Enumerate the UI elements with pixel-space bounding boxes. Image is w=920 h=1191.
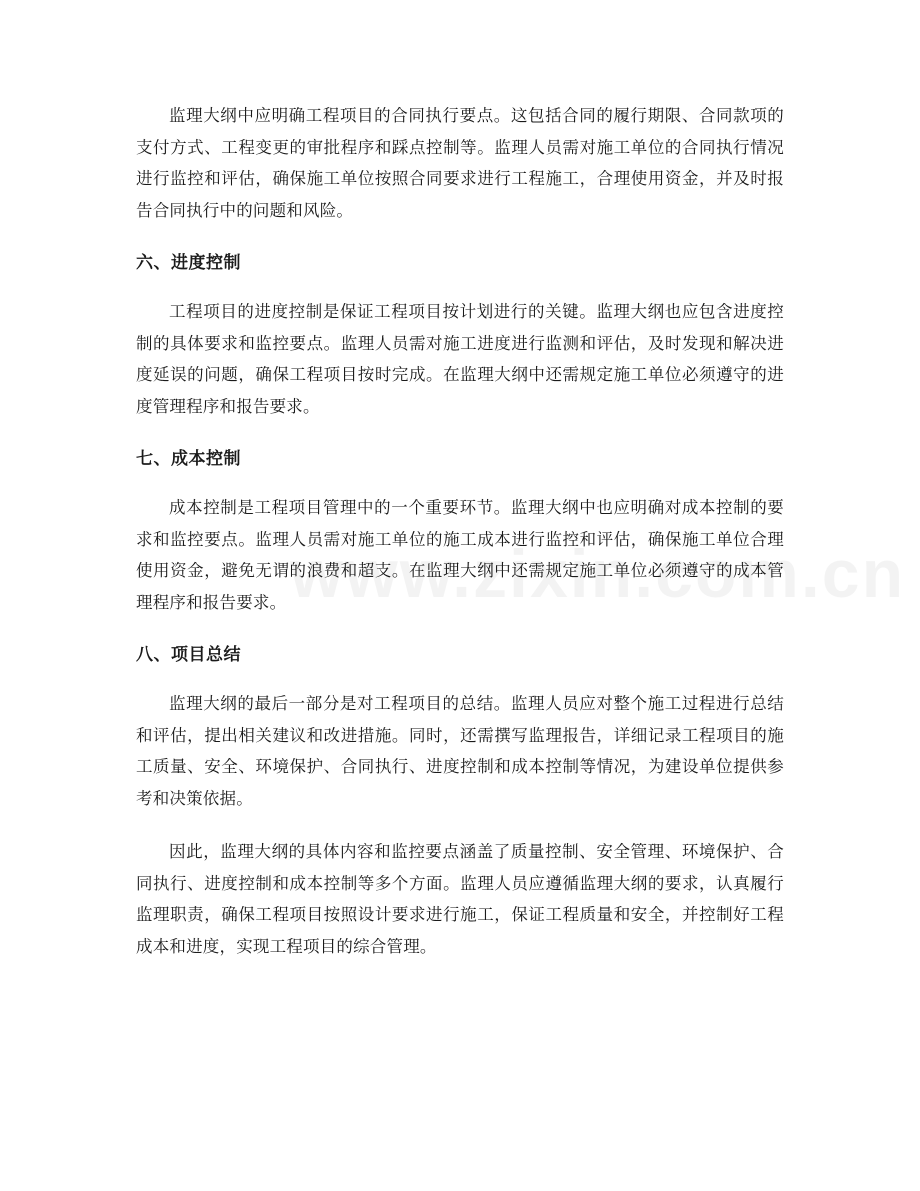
paragraph-cost-control: 成本控制是工程项目管理中的一个重要环节。监理大纲中也应明确对成本控制的要求和监控要点。监理人员需对施工单位的施工成本进行监控和评估，确保施工单位合理使用资金，避免无谓的浪费和超支。在监理大纲中还需规定施工单位必须遵守的成本管理程序和报告要求。 (136, 498, 784, 612)
heading-progress-control: 六、进度控制 (136, 253, 241, 273)
heading-cost-control: 七、成本控制 (136, 449, 241, 469)
paragraph-contract-execution: 监理大纲中应明确工程项目的合同执行要点。这包括合同的履行期限、合同款项的支付方式、工程变更的审批程序和踩点控制等。监理人员需对施工单位的合同执行情况进行监控和评估，确保施工单位按照合同要求进行工程施工，合理使用资金，并及时报告合同执行中的问题和风险。 (136, 106, 784, 220)
paragraph-progress-control: 工程项目的进度控制是保证工程项目按计划进行的关键。监理大纲也应包含进度控制的具体要求和监控要点。监理人员需对施工进度进行监测和评估，及时发现和解决进度延误的问题，确保工程项目按时完成。在监理大纲中还需规定施工单位必须遵守的进度管理程序和报告要求。 (136, 302, 784, 416)
document-body (136, 100, 784, 984)
paragraph-project-summary: 监理大纲的最后一部分是对工程项目的总结。监理人员应对整个施工过程进行总结和评估，提出相关建议和改进措施。同时，还需撰写监理报告，详细记录工程项目的施工质量、安全、环境保护、合同执行、进度控制和成本控制等情况，为建设单位提供参考和决策依据。 (136, 694, 784, 808)
paragraph-conclusion: 因此，监理大纲的具体内容和监控要点涵盖了质量控制、安全管理、环境保护、合同执行、进度控制和成本控制等多个方面。监理人员应遵循监理大纲的要求，认真履行监理职责，确保工程项目按照设计要求进行施工，保证工程质量和安全，并控制好工程成本和进度，实现工程项目的综合管理。 (136, 842, 784, 956)
heading-project-summary: 八、项目总结 (136, 645, 241, 665)
